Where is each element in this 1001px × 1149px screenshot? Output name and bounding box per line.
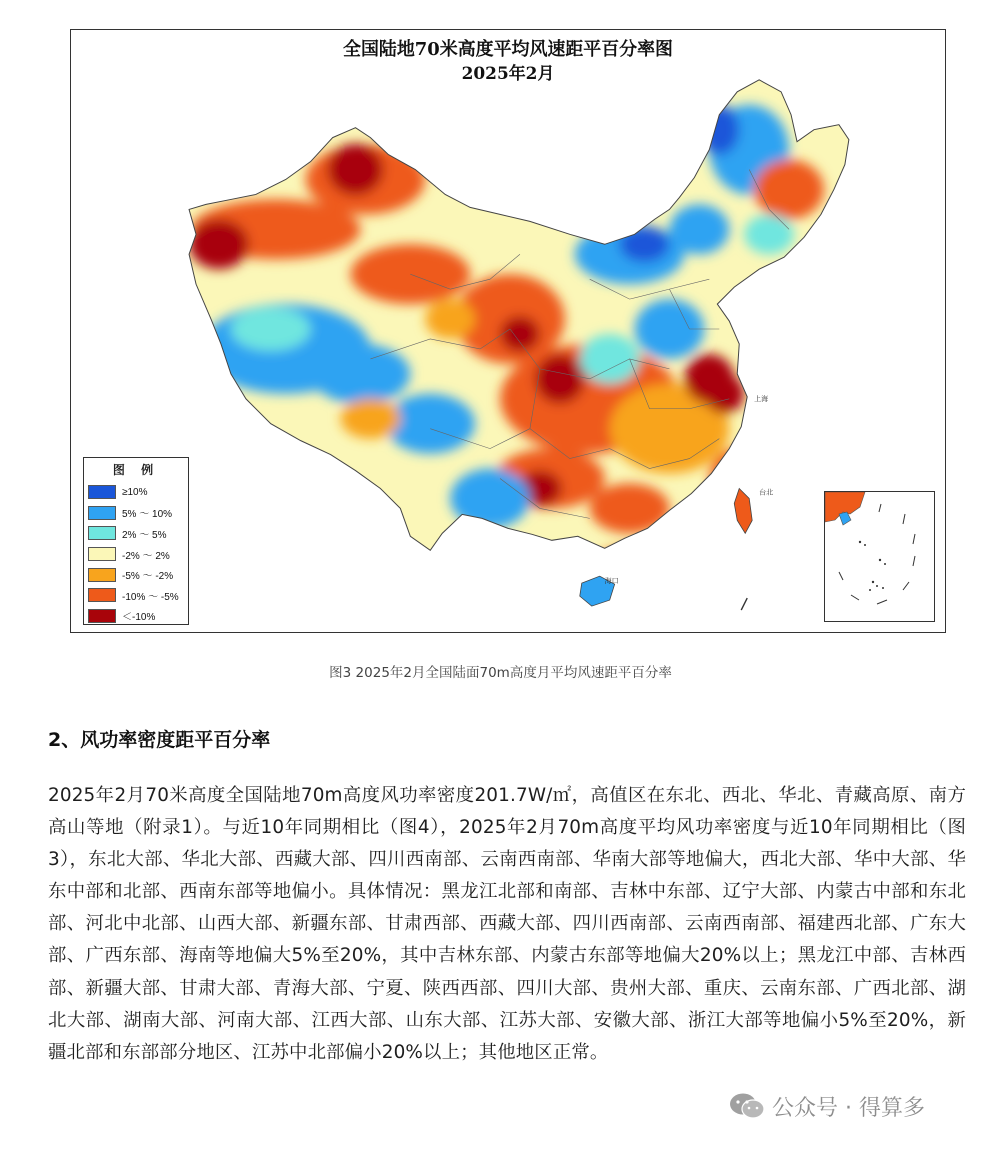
legend-title: 图 例 (112, 463, 160, 477)
map-title-line1: 全国陆地70米高度平均风速距平百分率图 (343, 38, 673, 60)
figure-caption: 图3 2025年2月全国陆面70m高度月平均风速距平百分率 (329, 665, 672, 681)
legend-label: ≥10% (122, 486, 148, 498)
legend-item (84, 503, 188, 524)
map-legend (83, 457, 189, 625)
china-wind-anomaly-map (71, 30, 945, 632)
legend-label: -10% ～ -5% (122, 591, 179, 603)
watermark (728, 1090, 925, 1122)
legend-item (84, 606, 188, 627)
legend-item (84, 544, 188, 565)
legend-list (84, 482, 188, 626)
legend-item (84, 564, 188, 585)
legend-label: -2% ～ 2% (122, 550, 170, 562)
legend-swatch (88, 568, 116, 582)
legend-swatch (88, 609, 116, 623)
inset-map (825, 492, 935, 622)
legend-label: -5% ～ -2% (122, 571, 174, 583)
legend-item (84, 482, 188, 503)
watermark-text: 公众号 · 得算多 (772, 1095, 925, 1121)
anomaly-field (171, 70, 869, 588)
label-shanghai: 上海 (754, 394, 769, 403)
legend-swatch (88, 506, 116, 520)
legend-swatch (88, 588, 116, 602)
south-china-sea-inset (824, 491, 935, 622)
map-figure (70, 29, 946, 633)
label-taibei: 台北 (759, 488, 774, 497)
map-title-line2: 2025年2月 (461, 62, 555, 83)
legend-label: 2% ～ 5% (122, 529, 167, 541)
section-heading: 2、风功率密度距平百分率 (48, 729, 271, 751)
taiwan-island (734, 488, 752, 533)
legend-item (84, 585, 188, 606)
legend-swatch (88, 547, 116, 561)
wechat-icon (728, 1091, 766, 1121)
legend-item (84, 523, 188, 544)
section-paragraph: 2025年2月70米高度全国陆地70m高度风功率密度201.7W/㎡，高值区在东北、西北、华北、青藏高原、南方高山等地（附录1）。与近10年同期相比（图4），2025年2月70m高度平均风功率密度与近10年同期相比（图3），东北大部、华北大部、西藏大部、四川西南部、云南西南部、华南大部等地偏大，西北大部、华中大部、华东中部和北部、西南东部等地偏小。具体情况：黑龙江北部和南部、吉林中东部、辽宁大部、内蒙古中部和东北部、河北中北部、山西大部、新疆东部、甘肃西部、西藏大部、四川西南部、云南西南部、福建西北部、广东大部、广西东部、海南等地偏大5%至20%，其中吉林东部、内蒙古东部等地偏大20%以上；黑龙江中部、吉林西部、新疆大部、甘肃大部、青海大部、宁夏、陕西西部、四川大部、贵州大部、重庆、云南东部、广西北部、湖北大部、湖南大部、河南大部、江西大部、山东大部、江苏大部、安徽大部、浙江大部等地偏小5%至20%，新疆北部和东部部分地区、江苏中北部偏小20%以上；其他地区正常。 (48, 785, 966, 1063)
legend-swatch (88, 485, 116, 499)
legend-swatch (88, 526, 116, 540)
legend-label: 5% ～ 10% (122, 509, 173, 521)
label-haikou: 海口 (604, 577, 619, 586)
legend-label: ＜-10% (122, 612, 156, 624)
